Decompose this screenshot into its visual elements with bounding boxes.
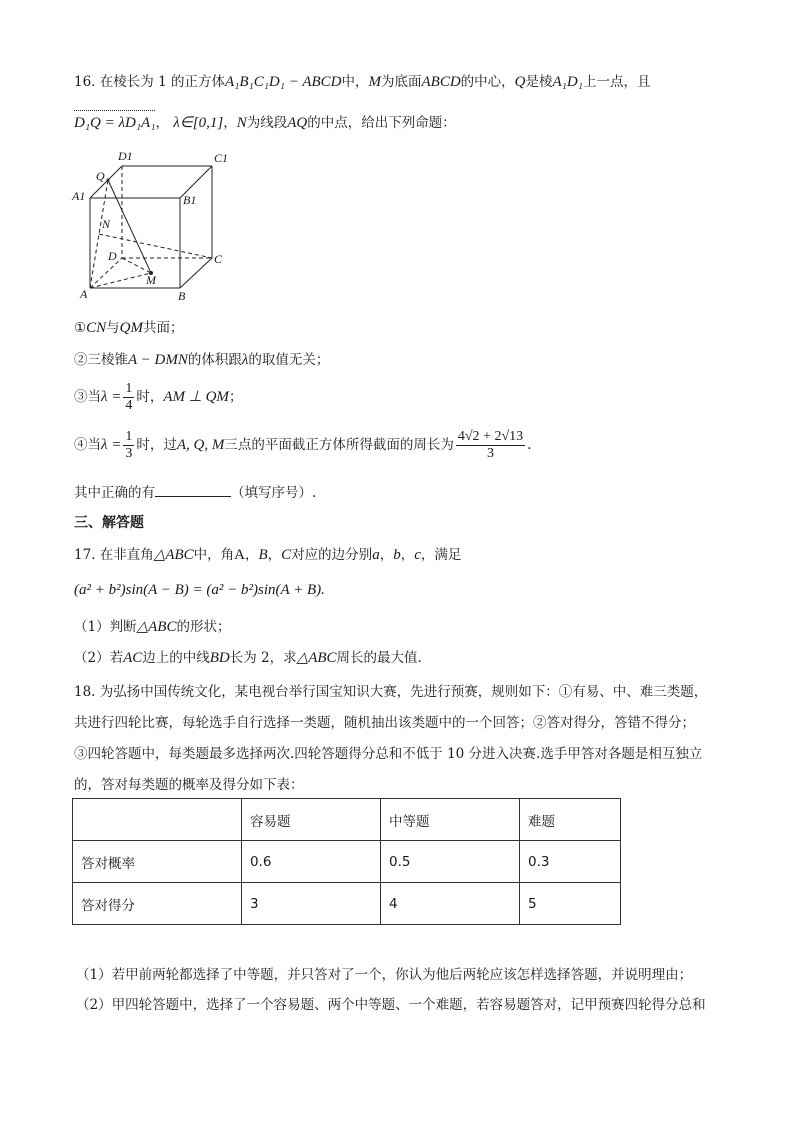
triangle-name: △ABC <box>136 619 177 635</box>
numerator: 1 <box>125 429 133 444</box>
table-header-row <box>73 799 621 841</box>
q17-text: ， <box>400 547 415 563</box>
p-text: 时， <box>136 389 164 405</box>
vector-equation: D₁Q = λD₁A₁ <box>74 115 156 131</box>
label-b: B <box>178 289 186 303</box>
base-name: ABCD <box>421 74 461 90</box>
label-d: D <box>108 249 117 263</box>
q17-text: 的形状； <box>176 619 231 635</box>
q17-text: 对应的边分别 <box>291 547 373 563</box>
q18-sub-1: （1）若甲前两轮都选择了中等题，并只答对了一个，你认为他后两轮应该怎样选择答题，并说明理由； <box>76 967 693 983</box>
proposition-2 <box>74 350 329 370</box>
angle-c: C <box>281 547 292 563</box>
answer-line <box>74 482 316 503</box>
q16-line-1 <box>74 72 650 92</box>
q17-text: 周长的最大值. <box>336 650 422 666</box>
perimeter-fraction <box>456 429 525 462</box>
answer-blank[interactable] <box>155 482 231 497</box>
p-text: . <box>527 437 532 453</box>
q17-sub-2 <box>74 648 422 668</box>
table-cell: 答对得分 <box>73 883 242 925</box>
q16-text: 的中点，给出下列命题： <box>307 115 456 131</box>
q18-line-1: 18. 为弘扬中国传统文化，某电视台举行国宝知识大赛，先进行预赛，规则如下：①有易、中、难三类题， <box>74 684 708 700</box>
label-n: N <box>102 217 111 231</box>
numerator: 4√2 + 2√13 <box>457 429 524 444</box>
p-math: AM ⊥ QM <box>163 389 229 405</box>
p-math: λ = <box>101 389 122 405</box>
label-c: C <box>214 252 223 266</box>
p-math: λ = <box>101 437 122 453</box>
cube-figure <box>70 148 240 308</box>
side-a: a <box>372 547 380 563</box>
p-text: ； <box>228 389 243 405</box>
point-m: M <box>368 74 381 90</box>
table-header-cell: 中等题 <box>381 799 520 841</box>
p-math: A, Q, M <box>176 437 225 453</box>
denominator: 3 <box>125 446 133 461</box>
p-text: 的体积跟 <box>187 352 242 368</box>
side-c: c <box>414 547 421 563</box>
q17-text: ，满足 <box>420 547 462 563</box>
q16-text: 在棱长为 1 的正方体 <box>99 74 225 90</box>
q17-text: 在非直角 <box>99 547 154 563</box>
segment-bd: BD <box>209 650 230 666</box>
segment-ac: AC <box>123 650 143 666</box>
q16-line-2: D₁Q = λD₁A₁， λ∈[0,1]，N为线段AQ的中点，给出下列命题： <box>74 115 456 131</box>
numerator: 1 <box>125 381 133 396</box>
p-text: 三点的平面截正方体所得截面的周长为 <box>224 437 454 453</box>
label-a1: A1 <box>72 189 86 203</box>
triangle-name: △ABC <box>296 650 337 666</box>
denominator: 3 <box>487 446 494 461</box>
probability-table <box>72 798 621 925</box>
q17-sub-1 <box>74 617 230 637</box>
q17-text: 长为 2，求 <box>229 650 297 666</box>
proposition-3 <box>74 380 242 414</box>
table-header-cell: 容易题 <box>242 799 381 841</box>
proposition-4 <box>74 428 531 462</box>
table-header-cell <box>73 799 242 841</box>
table-row <box>73 841 621 883</box>
q17-text: 边上的中线 <box>142 650 210 666</box>
q18-line-4: 的，答对每类题的概率及得分如下表： <box>74 777 304 793</box>
fraction-1-4 <box>123 381 134 414</box>
label-a: A <box>80 287 88 301</box>
proposition-1 <box>74 318 183 338</box>
label-q: Q <box>96 169 105 183</box>
section-heading: 三、解答题 <box>74 515 144 531</box>
segment-aq: AQ <box>287 115 308 131</box>
label-b1: B1 <box>183 193 197 207</box>
table-cell: 0.3 <box>520 841 621 883</box>
q17-text: ， <box>379 547 394 563</box>
table-cell: 4 <box>381 883 520 925</box>
q18-sub-2: （2）甲四轮答题中，选择了一个容易题、两个中等题、一个难题，若容易题答对，记甲预赛四轮得分总和 <box>76 997 706 1013</box>
q17-text: ， <box>267 547 282 563</box>
p-text: ④当 <box>74 437 101 453</box>
cube-name: A₁B₁C₁D₁ − ABCD <box>224 74 342 90</box>
point-n: N <box>236 115 247 131</box>
q17-number: 17. <box>74 547 96 563</box>
p-text: ③当 <box>74 389 101 405</box>
p-text: 与 <box>106 320 120 336</box>
triangle-name: △ABC <box>153 547 194 563</box>
label-m: M <box>146 273 156 287</box>
angle-a: A <box>234 547 245 563</box>
side-b: b <box>393 547 401 563</box>
p-math: λ <box>241 352 249 368</box>
p-text: ②三棱锥 <box>74 352 128 368</box>
q17-equation: (a² + b²)sin(A − B) = (a² − b²)sin(A + B). <box>74 582 325 598</box>
point-q: Q <box>514 74 526 90</box>
q16-text: 的中心， <box>460 74 515 90</box>
q17-text: 中，角 <box>193 547 235 563</box>
q16-text: 为线段 <box>246 115 288 131</box>
p-math: QM <box>119 320 143 336</box>
q16-text: 为底面 <box>381 74 422 90</box>
label-c1: C1 <box>214 151 229 165</box>
q16-text: 上一点，且 <box>582 74 651 90</box>
q17-line-1 <box>74 545 461 565</box>
p-text: 其中正确的有 <box>74 485 155 501</box>
fraction-1-3 <box>123 429 134 462</box>
p-math: A − DMN <box>128 352 188 368</box>
q17-text: （1）判断 <box>74 619 137 635</box>
table-cell: 0.6 <box>242 841 381 883</box>
edge-name: A₁D₁ <box>552 74 583 90</box>
denominator: 4 <box>125 398 133 413</box>
table-row <box>73 883 621 925</box>
p-text: 的取值无关； <box>248 352 330 368</box>
table-cell: 5 <box>520 883 621 925</box>
angle-b: B <box>258 547 268 563</box>
table-cell: 0.5 <box>381 841 520 883</box>
q16-text: 是棱 <box>525 74 553 90</box>
p-text: （填写序号）. <box>231 485 317 501</box>
table-cell: 答对概率 <box>73 841 242 883</box>
q17-text: （2）若 <box>74 650 124 666</box>
q18-line-2: 共进行四轮比赛，每轮选手自行选择一类题，随机抽出该类题中的一个回答；②答对得分，答错不得分； <box>74 715 695 731</box>
q16-number: 16. <box>74 74 96 90</box>
p-text: 时，过 <box>136 437 177 453</box>
q18-line-3: ③四轮答题中，每类题最多选择两次.四轮答题得分总和不低于 10 分进入决赛.选手甲答对各题是相互独立 <box>74 746 703 762</box>
p-text: ① <box>74 320 87 336</box>
table-header-cell: 难题 <box>520 799 621 841</box>
p-text: 共面； <box>142 320 184 336</box>
q16-text: 中， <box>341 74 369 90</box>
table-cell: 3 <box>242 883 381 925</box>
p-math: CN <box>86 320 107 336</box>
lambda-range: λ∈[0,1] <box>173 115 224 131</box>
q17-text: ， <box>245 547 259 563</box>
label-d1: D1 <box>118 149 133 163</box>
